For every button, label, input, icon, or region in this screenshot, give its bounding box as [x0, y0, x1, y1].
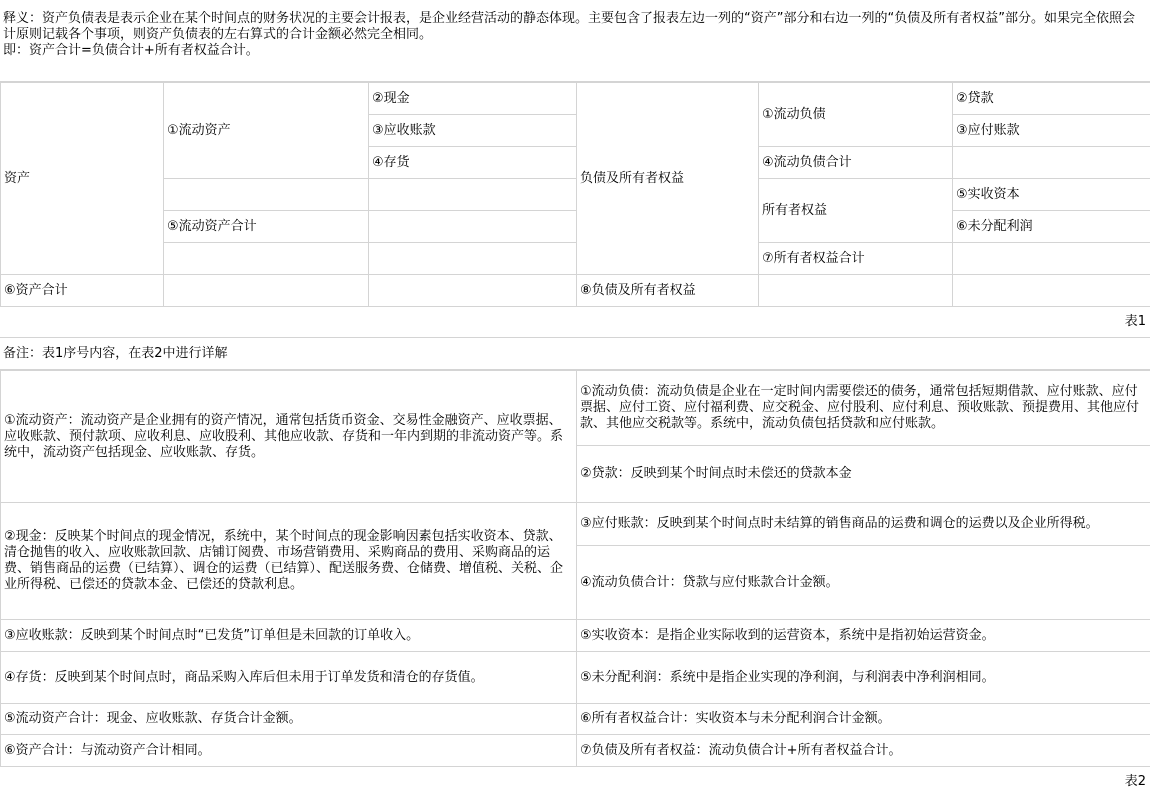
intro-definition: 释义：资产负债表是表示企业在某个时间点的财务状况的主要会计报表，是企业经营活动的静态体现。主要包含了报表左边一列的“资产”部分和右边一列的“负债及所有者权益”部分。如果完全依照会计原则记载各个事项，则资产负债表的左右算式的合计金额必然完全相同。	[3, 11, 1135, 42]
cash-label: ②现金	[369, 83, 577, 115]
payables-explanation: ③应付账款：反映到某个时间点时未结算的销售商品的运费和调仓的运费以及企业所得税。	[577, 503, 1150, 546]
receivables-label: ③应收账款	[369, 115, 577, 147]
current-assets-explanation: ①流动资产：流动资产是企业拥有的资产情况，通常包括货币资金、交易性金融资产、应收票据、应收账款、预付款项、应收利息、应收股利、其他应收款、存货和一年内到期的非流动资产等。系统中，流动资产包括现金、应收账款、存货。	[1, 371, 577, 503]
empty-cell	[369, 243, 577, 275]
loans-explanation: ②贷款：反映到某个时间点时未偿还的贷款本金	[577, 446, 1150, 503]
undistributed-profit-explanation: ⑤未分配利润：系统中是指企业实现的净利润，与利润表中净利润相同。	[577, 652, 1150, 704]
empty-cell	[953, 275, 1150, 307]
remark-note: 备注：表1序号内容，在表2中进行详解	[0, 338, 1150, 370]
empty-cell	[759, 275, 953, 307]
assets-total-explanation: ⑥资产合计：与流动资产合计相同。	[1, 735, 577, 767]
inventory-label: ④存货	[369, 147, 577, 179]
owners-equity-total-label: ⑦所有者权益合计	[759, 243, 953, 275]
intro-explanation	[0, 0, 1150, 82]
empty-cell	[953, 147, 1150, 179]
current-assets-total-label: ⑤流动资产合计	[164, 211, 369, 243]
assets-header: 资产	[1, 83, 164, 275]
table2-caption: 表2	[1124, 774, 1146, 789]
liabilities-equity-total-explanation: ⑦负债及所有者权益：流动负债合计+所有者权益合计。	[577, 735, 1150, 767]
loans-label: ②贷款	[953, 83, 1150, 115]
paid-in-capital-explanation: ⑤实收资本：是指企业实际收到的运营资本，系统中是指初始运营资金。	[577, 620, 1150, 652]
owners-equity-total-explanation: ⑥所有者权益合计：实收资本与未分配利润合计金额。	[577, 704, 1150, 735]
explanation-table	[0, 370, 1150, 767]
owners-equity-label: 所有者权益	[759, 179, 953, 243]
empty-cell	[164, 179, 369, 211]
assets-total-label: ⑥资产合计	[1, 275, 164, 307]
current-liabilities-explanation: ①流动负债：流动负债是企业在一定时间内需要偿还的债务，通常包括短期借款、应付账款、应付票据、应付工资、应付福利费、应交税金、应付股利、应付利息、预收账款、预提费用、其他应付款、其他应交税款等。系统中，流动负债包括贷款和应付账款。	[577, 371, 1150, 446]
current-assets-label: ①流动资产	[164, 83, 369, 179]
paid-in-capital-label: ⑤实收资本	[953, 179, 1150, 211]
undistributed-profit-label: ⑥未分配利润	[953, 211, 1150, 243]
empty-cell	[953, 243, 1150, 275]
table1-caption: 表1	[0, 306, 1150, 338]
empty-cell	[369, 179, 577, 211]
liabilities-equity-total-label: ⑧负债及所有者权益	[577, 275, 759, 307]
current-liabilities-total-explanation: ④流动负债合计：贷款与应付账款合计金额。	[577, 546, 1150, 620]
current-liabilities-label: ①流动负债	[759, 83, 953, 147]
cash-explanation: ②现金：反映某个时间点的现金情况，系统中，某个时间点的现金影响因素包括实收资本、贷款、清仓抛售的收入、应收账款回款、店铺订阅费、市场营销费用、采购商品的费用、采购商品的运费、销售商品的运费（已结算）、调仓的运费（已结算）、配送服务费、仓储费、增值税、关税、企业所得税、已偿还的贷款本金、已偿还的贷款利息。	[1, 503, 577, 620]
empty-cell	[164, 243, 369, 275]
intro-equation: 即：资产合计=负债合计+所有者权益合计。	[3, 43, 259, 58]
current-liabilities-total-label: ④流动负债合计	[759, 147, 953, 179]
inventory-explanation: ④存货：反映到某个时间点时，商品采购入库后但未用于订单发货和清仓的存货值。	[1, 652, 577, 704]
empty-cell	[369, 211, 577, 243]
liabilities-equity-header: 负债及所有者权益	[577, 83, 759, 275]
balance-sheet-table	[0, 82, 1150, 307]
payables-label: ③应付账款	[953, 115, 1150, 147]
current-assets-total-explanation: ⑤流动资产合计：现金、应收账款、存货合计金额。	[1, 704, 577, 735]
empty-cell	[164, 275, 369, 307]
receivables-explanation: ③应收账款：反映到某个时间点时“已发货”订单但是未回款的订单收入。	[1, 620, 577, 652]
empty-cell	[369, 275, 577, 307]
